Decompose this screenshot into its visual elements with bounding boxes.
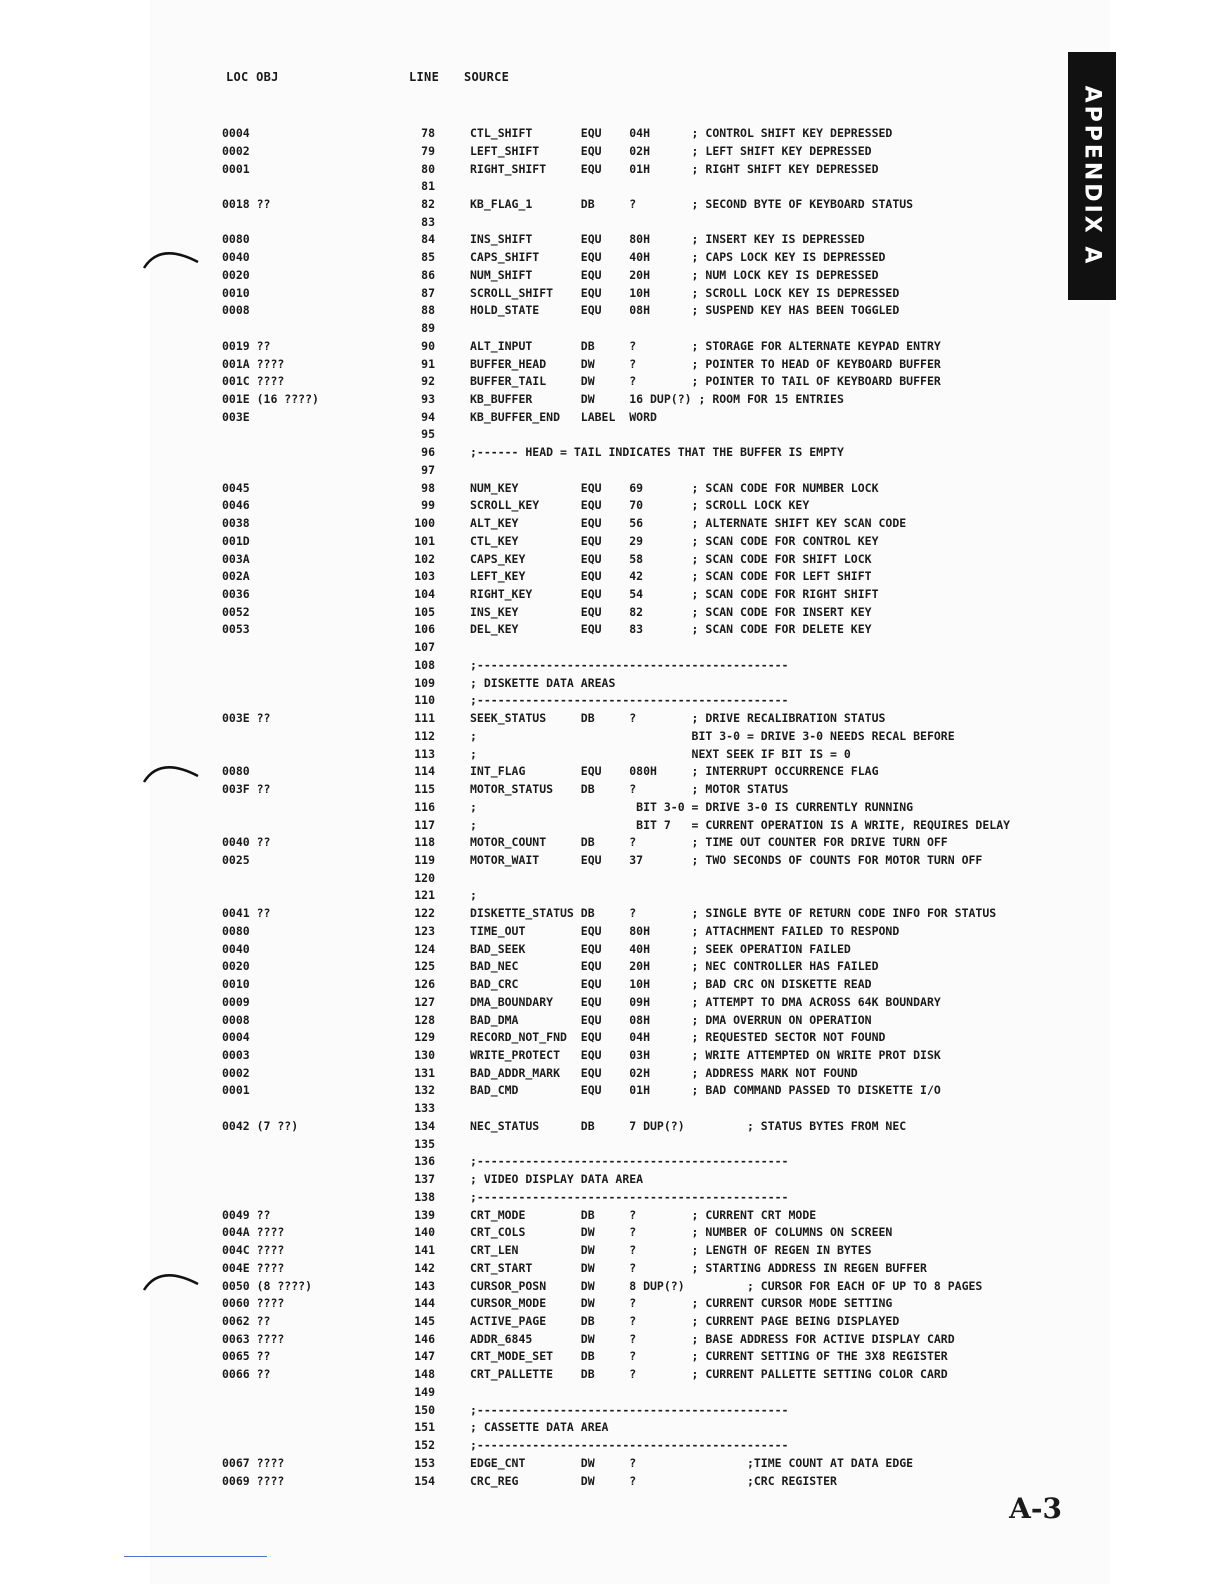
loc-obj-cell: 0046 [222, 498, 250, 513]
loc-obj-cell: 0040 [222, 250, 250, 265]
source-cell: SCROLL_KEY EQU 70 ; SCROLL LOCK KEY [470, 498, 810, 513]
source-cell: LEFT_KEY EQU 42 ; SCAN CODE FOR LEFT SHIFT [470, 569, 872, 584]
loc-obj-cell: 0080 [222, 232, 250, 247]
line-number-cell: 153 [414, 1455, 435, 1470]
line-number-cell: 82 [421, 196, 435, 211]
line-number-cell: 137 [414, 1172, 435, 1187]
source-cell: CRT_MODE_SET DB ? ; CURRENT SETTING OF THE 3X8 REGISTER [470, 1349, 948, 1364]
line-number-cell: 119 [414, 852, 435, 867]
source-cell: CTL_KEY EQU 29 ; SCAN CODE FOR CONTROL KEY [470, 533, 879, 548]
source-cell: RIGHT_KEY EQU 54 ; SCAN CODE FOR RIGHT SHIFT [470, 587, 879, 601]
line-number-cell: 138 [414, 1189, 435, 1204]
source-cell: TIME_OUT EQU 80H ; ATTACHMENT FAILED TO RESPOND [470, 923, 900, 938]
loc-obj-cell: 001E (16 ????) [222, 391, 319, 406]
line-number-cell: 98 [421, 480, 435, 495]
header-loc-obj: LOC OBJ [226, 70, 279, 84]
line-number-cell: 106 [414, 622, 435, 637]
line-number-cell: 136 [414, 1154, 435, 1169]
binder-hole-mark [142, 1262, 202, 1292]
source-cell: CRT_COLS DW ? ; NUMBER OF COLUMNS ON SCREEN [470, 1225, 893, 1240]
line-number-cell: 100 [414, 516, 435, 531]
line-number-cell: 135 [414, 1136, 435, 1151]
loc-obj-cell: 0080 [222, 764, 250, 779]
source-cell: CAPS_SHIFT EQU 40H ; CAPS LOCK KEY IS DEPRESSED [470, 250, 886, 265]
source-cell: BAD_NEC EQU 20H ; NEC CONTROLLER HAS FAILED [470, 959, 879, 974]
loc-obj-cell: 0010 [222, 977, 250, 991]
line-number-cell: 148 [414, 1367, 435, 1382]
loc-obj-cell: 001D [222, 533, 250, 548]
line-number-cell: 141 [414, 1243, 435, 1257]
source-cell: KB_BUFFER_END LABEL WORD [470, 409, 657, 424]
loc-obj-cell: 003F ?? [222, 782, 271, 796]
loc-obj-cell: 0063 ???? [222, 1331, 285, 1346]
line-number-cell: 130 [414, 1048, 435, 1062]
loc-obj-cell: 0002 [222, 143, 250, 158]
loc-obj-cell: 0002 [222, 1065, 250, 1080]
source-cell: HOLD_STATE EQU 08H ; SUSPEND KEY HAS BEEN TOGGLED [470, 303, 900, 318]
binder-hole-mark [142, 240, 202, 270]
appendix-tab-label: APPENDIX A [1079, 85, 1105, 267]
line-number-cell: 127 [414, 994, 435, 1009]
loc-obj-cell: 001A ???? [222, 356, 285, 371]
source-cell: INS_SHIFT EQU 80H ; INSERT KEY IS DEPRESSED [470, 232, 865, 247]
source-cell: NUM_SHIFT EQU 20H ; NUM LOCK KEY IS DEPRESSED [470, 267, 879, 282]
line-number-cell: 97 [421, 462, 435, 477]
loc-obj-cell: 0067 ???? [222, 1455, 285, 1470]
source-cell: ;--------------------------------------------- [470, 1154, 789, 1169]
line-number-cell: 114 [414, 764, 435, 779]
loc-obj-cell: 0010 [222, 285, 250, 300]
line-number-cell: 140 [414, 1225, 435, 1240]
loc-obj-cell: 0060 ???? [222, 1296, 285, 1311]
line-number-cell: 107 [414, 640, 435, 655]
loc-obj-cell: 0065 ?? [222, 1349, 271, 1364]
source-cell: ;--------------------------------------------- [470, 1189, 789, 1204]
line-number-cell: 132 [414, 1083, 435, 1098]
source-cell: CTL_SHIFT EQU 04H ; CONTROL SHIFT KEY DEPRESSED [470, 126, 893, 140]
line-number-cell: 139 [414, 1207, 435, 1222]
source-cell: ;--------------------------------------------- [470, 1438, 789, 1452]
source-cell: MOTOR_COUNT DB ? ; TIME OUT COUNTER FOR DRIVE TURN OFF [470, 835, 948, 850]
source-cell: NEC_STATUS DB 7 DUP(?) ; STATUS BYTES FROM NEC [470, 1118, 907, 1133]
line-number-cell: 146 [414, 1331, 435, 1346]
loc-obj-cell: 0050 (8 ????) [222, 1278, 313, 1293]
line-number-cell: 111 [414, 711, 435, 726]
line-number-cell: 94 [421, 409, 435, 424]
loc-obj-cell: 0008 [222, 1012, 250, 1027]
source-cell: ; BIT 3-0 = DRIVE 3-0 NEEDS RECAL BEFORE [470, 728, 955, 743]
page-number: A-3 [1009, 1492, 1062, 1525]
loc-obj-cell: 0045 [222, 480, 250, 495]
line-number-cell: 131 [414, 1065, 435, 1080]
line-number-cell: 121 [414, 888, 435, 903]
loc-obj-cell: 0069 ???? [222, 1473, 285, 1488]
source-cell: DMA_BOUNDARY EQU 09H ; ATTEMPT TO DMA ACROSS 64K BOUNDARY [470, 994, 941, 1009]
line-number-cell: 85 [421, 250, 435, 265]
source-cell: RECORD_NOT_FND EQU 04H ; REQUESTED SECTOR NOT FOUND [470, 1030, 886, 1045]
source-cell: ; BIT 7 = CURRENT OPERATION IS A WRITE, REQUIRES DELAY [470, 817, 1011, 832]
source-cell: BAD_SEEK EQU 40H ; SEEK OPERATION FAILED [470, 941, 851, 956]
loc-obj-cell: 001C ???? [222, 374, 285, 389]
source-cell: CRT_PALLETTE DB ? ; CURRENT PALLETTE SETTING COLOR CARD [470, 1367, 948, 1382]
source-cell: ACTIVE_PAGE DB ? ; CURRENT PAGE BEING DISPLAYED [470, 1313, 900, 1328]
source-cell: ALT_KEY EQU 56 ; ALTERNATE SHIFT KEY SCAN CODE [470, 516, 907, 531]
line-number-cell: 80 [421, 161, 435, 176]
line-number-cell: 108 [414, 657, 435, 672]
line-number-cell: 102 [414, 551, 435, 566]
line-number-cell: 128 [414, 1012, 435, 1027]
line-number-cell: 149 [414, 1384, 435, 1399]
line-number-cell: 104 [414, 587, 435, 601]
line-number-cell: 125 [414, 959, 435, 974]
source-cell: LEFT_SHIFT EQU 02H ; LEFT SHIFT KEY DEPRESSED [470, 143, 872, 158]
line-number-cell: 126 [414, 977, 435, 991]
line-number-cell: 115 [414, 782, 435, 796]
line-number-cell: 91 [421, 356, 435, 371]
source-cell: ALT_INPUT DB ? ; STORAGE FOR ALTERNATE KEYPAD ENTRY [470, 338, 941, 353]
header-source: SOURCE [464, 70, 510, 84]
line-number-cell: 134 [414, 1118, 435, 1133]
line-number-cell: 123 [414, 923, 435, 938]
line-number-cell: 113 [414, 746, 435, 761]
loc-obj-cell: 003E ?? [222, 711, 271, 726]
line-number-cell: 93 [421, 391, 435, 406]
loc-obj-cell: 0004 [222, 1030, 250, 1045]
source-cell: DEL_KEY EQU 83 ; SCAN CODE FOR DELETE KEY [470, 622, 872, 637]
line-number-cell: 92 [421, 374, 435, 389]
source-cell: ;--------------------------------------------- [470, 693, 789, 708]
source-cell: MOTOR_STATUS DB ? ; MOTOR STATUS [470, 782, 789, 796]
line-number-cell: 101 [414, 533, 435, 548]
source-cell: SCROLL_SHIFT EQU 10H ; SCROLL LOCK KEY IS DEPRESSED [470, 285, 900, 300]
source-cell: ;--------------------------------------------- [470, 657, 789, 672]
binder-hole-mark [142, 754, 202, 784]
source-cell: BAD_CRC EQU 10H ; BAD CRC ON DISKETTE READ [470, 977, 872, 991]
line-number-cell: 109 [414, 675, 435, 690]
loc-obj-cell: 0040 [222, 941, 250, 956]
source-cell: ; [470, 888, 477, 903]
source-cell: BAD_ADDR_MARK EQU 02H ; ADDRESS MARK NOT FOUND [470, 1065, 858, 1080]
source-cell: CAPS_KEY EQU 58 ; SCAN CODE FOR SHIFT LOCK [470, 551, 872, 566]
source-cell: ; BIT 3-0 = DRIVE 3-0 IS CURRENTLY RUNNING [470, 799, 914, 814]
loc-obj-cell: 0008 [222, 303, 250, 318]
line-number-cell: 154 [414, 1473, 435, 1488]
line-number-cell: 117 [414, 817, 435, 832]
source-cell: ; CASSETTE DATA AREA [470, 1420, 609, 1435]
line-number-cell: 90 [421, 338, 435, 353]
line-number-cell: 89 [421, 321, 435, 335]
source-cell: KB_BUFFER DW 16 DUP(?) ; ROOM FOR 15 ENTRIES [470, 391, 844, 406]
loc-obj-cell: 0038 [222, 516, 250, 531]
source-cell: EDGE_CNT DW ? ;TIME COUNT AT DATA EDGE [470, 1455, 914, 1470]
loc-obj-cell: 0003 [222, 1048, 250, 1062]
source-cell: INS_KEY EQU 82 ; SCAN CODE FOR INSERT KEY [470, 604, 872, 619]
line-number-cell: 99 [421, 498, 435, 513]
loc-obj-cell: 004E ???? [222, 1260, 285, 1275]
loc-obj-cell: 0041 ?? [222, 906, 271, 921]
line-number-cell: 143 [414, 1278, 435, 1293]
line-number-cell: 105 [414, 604, 435, 619]
loc-obj-cell: 0004 [222, 126, 250, 140]
loc-obj-cell: 0025 [222, 852, 250, 867]
line-number-cell: 145 [414, 1313, 435, 1328]
source-cell: BAD_CMD EQU 01H ; BAD COMMAND PASSED TO DISKETTE I/O [470, 1083, 941, 1098]
source-cell: ; DISKETTE DATA AREAS [470, 675, 616, 690]
line-number-cell: 78 [421, 126, 435, 140]
source-cell: ; NEXT SEEK IF BIT IS = 0 [470, 746, 851, 761]
loc-obj-cell: 0042 (7 ??) [222, 1118, 299, 1133]
line-number-cell: 118 [414, 835, 435, 850]
loc-obj-cell: 0066 ?? [222, 1367, 271, 1382]
loc-obj-cell: 0001 [222, 1083, 250, 1098]
loc-obj-cell: 0001 [222, 161, 250, 176]
source-cell: BUFFER_TAIL DW ? ; POINTER TO TAIL OF KEYBOARD BUFFER [470, 374, 941, 389]
line-number-cell: 95 [421, 427, 435, 442]
line-number-cell: 96 [421, 445, 435, 460]
loc-obj-cell: 0080 [222, 923, 250, 938]
loc-obj-cell: 0020 [222, 959, 250, 974]
line-number-cell: 81 [421, 179, 435, 194]
source-cell: CURSOR_MODE DW ? ; CURRENT CURSOR MODE SETTING [470, 1296, 893, 1311]
source-cell: INT_FLAG EQU 080H ; INTERRUPT OCCURRENCE FLAG [470, 764, 879, 779]
line-number-cell: 147 [414, 1349, 435, 1364]
header-line: LINE [409, 70, 440, 84]
source-cell: BAD_DMA EQU 08H ; DMA OVERRUN ON OPERATION [470, 1012, 872, 1027]
source-cell: DISKETTE_STATUS DB ? ; SINGLE BYTE OF RETURN CODE INFO FOR STATUS [470, 906, 997, 921]
source-cell: ; VIDEO DISPLAY DATA AREA [470, 1172, 644, 1187]
line-number-cell: 150 [414, 1402, 435, 1417]
line-number-cell: 120 [414, 870, 435, 885]
line-number-cell: 116 [414, 799, 435, 814]
line-number-cell: 79 [421, 143, 435, 158]
source-cell: NUM_KEY EQU 69 ; SCAN CODE FOR NUMBER LOCK [470, 480, 879, 495]
line-number-cell: 142 [414, 1260, 435, 1275]
line-number-cell: 144 [414, 1296, 435, 1311]
loc-obj-cell: 002A [222, 569, 250, 584]
loc-obj-cell: 003A [222, 551, 250, 566]
loc-obj-cell: 0019 ?? [222, 338, 271, 353]
line-number-cell: 124 [414, 941, 435, 956]
loc-obj-cell: 004A ???? [222, 1225, 285, 1240]
bottom-rule [124, 1556, 267, 1557]
loc-obj-cell: 0049 ?? [222, 1207, 271, 1222]
line-number-cell: 112 [414, 728, 435, 743]
source-cell: ;------ HEAD = TAIL INDICATES THAT THE BUFFER IS EMPTY [470, 445, 844, 460]
source-cell: CRT_MODE DB ? ; CURRENT CRT MODE [470, 1207, 817, 1222]
line-number-cell: 151 [414, 1420, 435, 1435]
source-cell: CRC_REG DW ? ;CRC REGISTER [470, 1473, 837, 1488]
source-cell: SEEK_STATUS DB ? ; DRIVE RECALIBRATION STATUS [470, 711, 886, 726]
line-number-cell: 88 [421, 303, 435, 318]
loc-obj-cell: 0036 [222, 587, 250, 601]
source-cell: ADDR_6845 DW ? ; BASE ADDRESS FOR ACTIVE DISPLAY CARD [470, 1331, 955, 1346]
source-cell: WRITE_PROTECT EQU 03H ; WRITE ATTEMPTED ON WRITE PROT DISK [470, 1048, 941, 1062]
loc-obj-cell: 0020 [222, 267, 250, 282]
loc-obj-cell: 003E [222, 409, 250, 424]
loc-obj-cell: 0053 [222, 622, 250, 637]
loc-obj-cell: 0018 ?? [222, 196, 271, 211]
line-number-cell: 103 [414, 569, 435, 584]
loc-obj-cell: 0040 ?? [222, 835, 271, 850]
line-number-cell: 87 [421, 285, 435, 300]
loc-obj-cell: 0052 [222, 604, 250, 619]
line-number-cell: 110 [414, 693, 435, 708]
line-number-cell: 83 [421, 214, 435, 229]
line-number-cell: 133 [414, 1101, 435, 1116]
source-cell: ;--------------------------------------------- [470, 1402, 789, 1417]
source-cell: KB_FLAG_1 DB ? ; SECOND BYTE OF KEYBOARD STATUS [470, 196, 914, 211]
loc-obj-cell: 0009 [222, 994, 250, 1009]
loc-obj-cell: 0062 ?? [222, 1313, 271, 1328]
source-cell: CRT_LEN DW ? ; LENGTH OF REGEN IN BYTES [470, 1243, 872, 1257]
line-number-cell: 129 [414, 1030, 435, 1045]
line-number-cell: 122 [414, 906, 435, 921]
line-number-cell: 84 [421, 232, 435, 247]
source-cell: CRT_START DW ? ; STARTING ADDRESS IN REGEN BUFFER [470, 1260, 927, 1275]
source-cell: BUFFER_HEAD DW ? ; POINTER TO HEAD OF KEYBOARD BUFFER [470, 356, 941, 371]
loc-obj-cell: 004C ???? [222, 1243, 285, 1257]
source-cell: RIGHT_SHIFT EQU 01H ; RIGHT SHIFT KEY DEPRESSED [470, 161, 879, 176]
source-cell: CURSOR_POSN DW 8 DUP(?) ; CURSOR FOR EACH OF UP TO 8 PAGES [470, 1278, 983, 1293]
source-cell: MOTOR_WAIT EQU 37 ; TWO SECONDS OF COUNTS FOR MOTOR TURN OFF [470, 852, 983, 867]
line-number-cell: 86 [421, 267, 435, 282]
line-number-cell: 152 [414, 1438, 435, 1452]
